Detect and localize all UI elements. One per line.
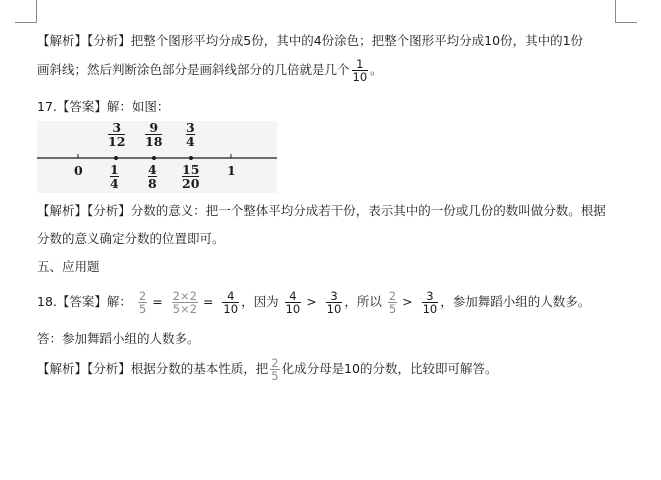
crop-mark-right-h xyxy=(615,22,637,23)
point-half xyxy=(152,156,156,160)
top-fraction-1: 3 12 xyxy=(108,120,126,150)
analysis-text: 画斜线；然后判断涂色部分是画斜线部分的几倍就是几个 xyxy=(37,62,350,78)
bottom-fraction-1: 1 4 xyxy=(110,162,119,192)
analysis-3-line xyxy=(37,357,498,382)
crop-mark-right-v xyxy=(615,0,616,22)
top-fraction-3: 3 4 xyxy=(186,120,195,150)
bottom-fraction-2: 4 8 xyxy=(148,162,157,192)
top-fraction-2: 9 18 xyxy=(145,120,163,150)
analysis-text: 分数的意义：把一个整体平均分成若干份，表示其中的一份或几份的数叫做分数。根据 xyxy=(130,203,606,218)
fraction: $\frac{3}{10}$ xyxy=(326,289,342,317)
question-18-line: 18.【答案】解： $\frac{2}{5}$ = $\frac{2\times 2}{5\times 2}$ = $\frac{4}{10}$ ，因为 $\frac{4}{10}$ > $\frac{3}{10}$ ，所以 $\frac{2}{5}$ > $\frac{3}{10}$ ，参加舞蹈小组的人数多。 xyxy=(37,289,591,317)
fraction: $\frac{2}{5}$ xyxy=(271,356,279,384)
analysis-tag: 【解析】【分析】 xyxy=(37,33,131,48)
analysis-text: 把整个图形平均分成5份，其中的4份涂色；把整个图形平均分成10份，其中的1份 xyxy=(130,33,584,48)
crop-mark-left-v xyxy=(36,0,37,22)
analysis-2-line-1 xyxy=(37,201,606,219)
analysis-1-line-1 xyxy=(37,31,583,49)
fraction: $\frac{2}{5}$ xyxy=(388,289,397,317)
point-three-quarters xyxy=(189,156,193,160)
number-line-figure xyxy=(37,121,277,193)
question-18-label: 18.【答案】解： xyxy=(37,294,132,310)
fraction: $\frac{2}{5}$ xyxy=(138,289,147,317)
bottom-fraction-3: 15 20 xyxy=(182,162,200,192)
fraction: $\frac{4}{10}$ xyxy=(285,289,301,317)
question-17-label: 17.【答案】解：如图： xyxy=(37,99,170,114)
label-zero: 0 xyxy=(74,163,83,178)
label-one: 1 xyxy=(227,163,236,178)
fraction: $\frac{4}{10}$ xyxy=(223,289,239,317)
answer-line: 答：参加舞蹈小组的人数多。 xyxy=(37,331,200,346)
analysis-text: 化成分母是10的分数，比较即可解答。 xyxy=(281,361,498,377)
section-heading: 五、应用题 xyxy=(37,259,100,274)
fraction: $\frac{2\times 2}{5\times 2}$ xyxy=(172,289,197,317)
analysis-tag: 【解析】【分析】 xyxy=(37,203,131,218)
fraction: $\frac{3}{10}$ xyxy=(422,289,438,317)
analysis-1-line-2: 画斜线；然后判断涂色部分是画斜线部分的几倍就是几个 $\frac{1}{10}$ 。 xyxy=(37,57,383,85)
fraction: $\frac{1}{10}$ xyxy=(352,57,368,85)
point-quarter xyxy=(114,156,118,160)
analysis-tag: 【解析】【分析】 xyxy=(37,361,131,377)
crop-mark-left-h xyxy=(15,22,37,23)
analysis-2-line-2: 分数的意义确定分数的位置即可。 xyxy=(37,231,225,246)
analysis-text: 根据分数的基本性质，把 xyxy=(130,361,269,377)
